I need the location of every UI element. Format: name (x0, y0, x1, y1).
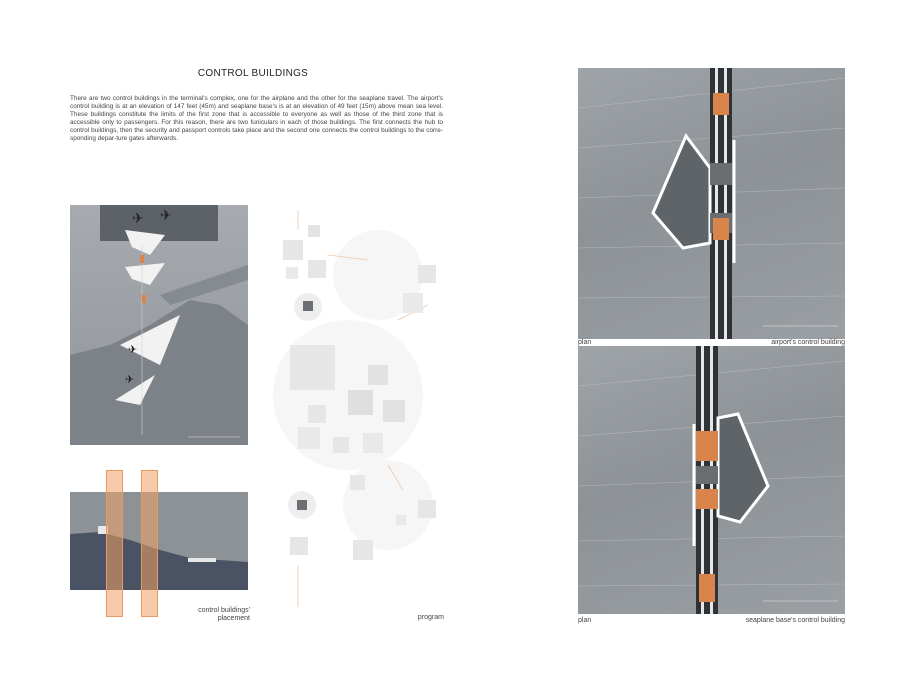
placement-caption (170, 607, 250, 623)
svg-text:✈: ✈ (132, 211, 144, 227)
site-aerial-image (70, 205, 248, 445)
placement-caption-line1: control buildings' (198, 607, 250, 614)
airport-control-building-plan (578, 68, 845, 339)
program-diagram (268, 205, 444, 610)
seaplane-control-building-plan (578, 346, 845, 614)
seaplane-building-caption: seaplane base's control building (745, 617, 845, 624)
plan-bottom-label: plan (578, 617, 592, 624)
placement-section-image (70, 492, 248, 590)
intro-paragraph: There are two control buildings in the terminal's complex, one for the airplane and the other for the seaplane travel. The airport's control building is at an elevation of 147 feet (45m) and seaplane base's is at an elevation of 49 feet (15m) above mean sea level. These buildings constitute the limits of the first zone that is accessible to everyone as well as those of the third zone that is accessible only to passengers. For this reason, there are two funiculars in each of those buildings. The first connects the hub to control buildings, then the security and passport controls take place and the second one connects the control buildings to the corre-sponding depar-ture gates afterwards. (70, 95, 443, 143)
program-caption: program (417, 614, 444, 621)
placement-caption-line2: placement (217, 615, 250, 622)
airport-building-caption: airport's control building (771, 339, 845, 346)
plan-top-label: plan (578, 339, 592, 346)
placement-highlight-left (106, 470, 123, 617)
page-title: CONTROL BUILDINGS (197, 68, 309, 79)
svg-text:✈: ✈ (125, 373, 135, 386)
svg-text:✈: ✈ (128, 343, 138, 356)
placement-highlight-right (141, 470, 158, 617)
svg-text:✈: ✈ (160, 208, 172, 224)
